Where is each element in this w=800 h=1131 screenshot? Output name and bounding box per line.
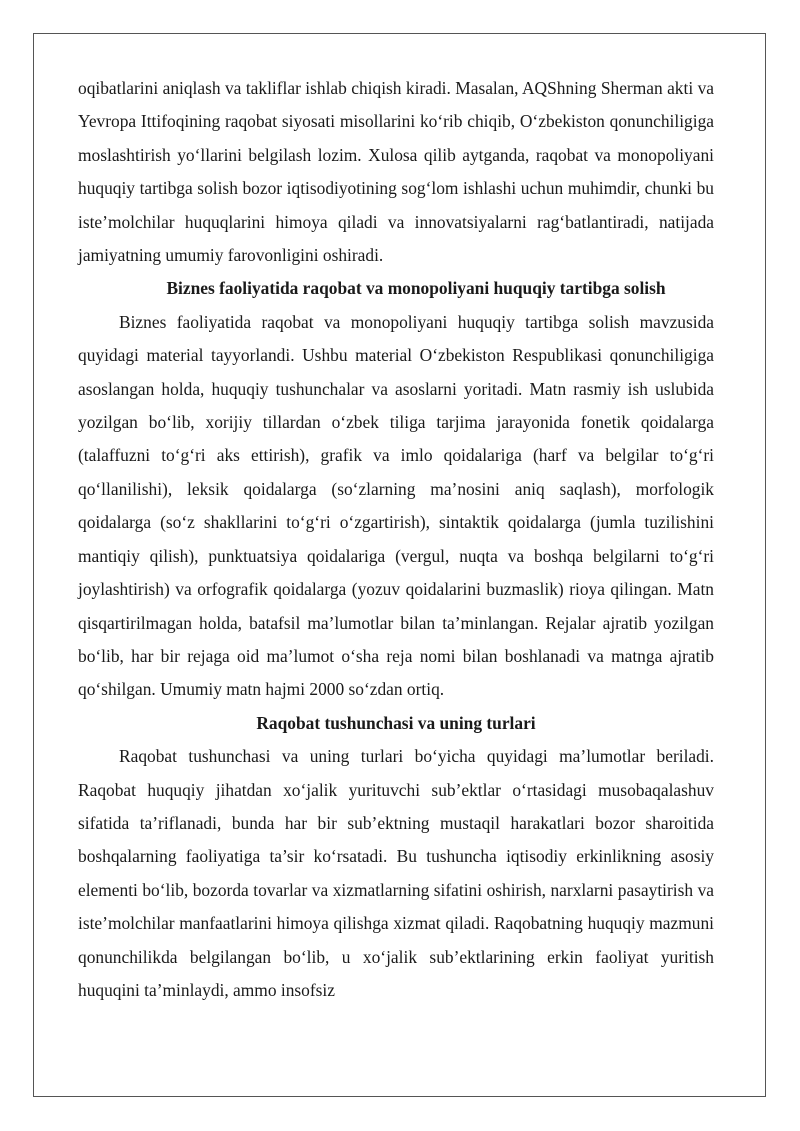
section-heading-competition-types: Raqobat tushunchasi va uning turlari bbox=[256, 712, 536, 733]
section-heading-business-regulation: Biznes faoliyatida raqobat va monopoliyani huquqiy tartibga solish bbox=[166, 278, 666, 299]
paragraph-material-overview: Biznes faoliyatida raqobat va monopoliyani huquqiy tartibga solish mavzusida quyidagi material tayyorlandi. Ushbu material O‘zbekiston Respublikasi qonunchiligiga asoslangan holda, huquqiy tushunchalar va asoslarni yoritadi. Matn rasmiy ish uslubida yozilgan bo‘lib, xorijiy tillardan o‘zbek tiliga tarjima jarayonida fonetik qoidalarga (talaffuzni to‘g‘ri aks ettirish), grafik va imlo qoidalariga (harf va belgilar to‘g‘ri qo‘llanilishi), leksik qoidalarga (so‘zlarning ma’nosini aniq saqlash), morfologik qoidalarga (so‘z shakllarini to‘g‘ri o‘zgartirish), sintaktik qoidalarga (jumla tuzilishini mantiqiy qilish), punktuatsiya qoidalariga (vergul, nuqta va boshqa belgilarni to‘g‘ri joylashtirish) va orfografik qoidalarga (yozuv qoidalarini buzmaslik) rioya qilingan. Matn qisqartirilmagan holda, batafsil ma’lumotlar bilan ta’minlangan. Rejalar ajratib yozilgan bo‘lib, har bir rejaga oid ma’lumot o‘sha reja nomi bilan boshlanadi va matnga ajratib qo‘shilgan. Umumiy matn hajmi 2000 so‘zdan ortiq. bbox=[78, 311, 714, 700]
paragraph-intro: oqibatlarini aniqlash va takliflar ishlab chiqish kiradi. Masalan, AQShning Sherman akti va Yevropa Ittifoqining raqobat siyosati misollarini ko‘rib chiqib, O‘zbekiston qonunchiligiga moslashtirish yo‘llarini belgilash lozim. Xulosa qilib aytganda, raqobat va monopoliyani huquqiy tartibga solish bozor iqtisodiyotining sog‘lom ishlashi uchun muhimdir, chunki bu iste’molchilar huquqlarini himoya qiladi va innovatsiyalarni rag‘batlantiradi, natijada jamiyatning umumiy farovonligini oshiradi. bbox=[78, 78, 714, 266]
document-body bbox=[78, 72, 714, 1007]
paragraph-competition-definition: Raqobat tushunchasi va uning turlari bo‘yicha quyidagi ma’lumotlar beriladi. Raqobat huquqiy jihatdan xo‘jalik yurituvchi sub’ektlar o‘rtasidagi musobaqalashuv sifatida ta’riflanadi, bunda har bir sub’ektning mustaqil harakatlari bozor sharoitida boshqalarning faoliyatiga ta’sir ko‘rsatadi. Bu tushuncha iqtisodiy erkinlikning asosiy elementi bo‘lib, bozorda tovarlar va xizmatlarning sifatini oshirish, narxlarni pasaytirish va iste’molchilar manfaatlarini himoya qilishga xizmat qiladi. Raqobatning huquqiy mazmuni qonunchilikda belgilangan bo‘lib, u xo‘jalik sub’ektlarining erkin faoliyat yuritish huquqini ta’minlaydi, ammo insofsiz bbox=[78, 746, 714, 1000]
